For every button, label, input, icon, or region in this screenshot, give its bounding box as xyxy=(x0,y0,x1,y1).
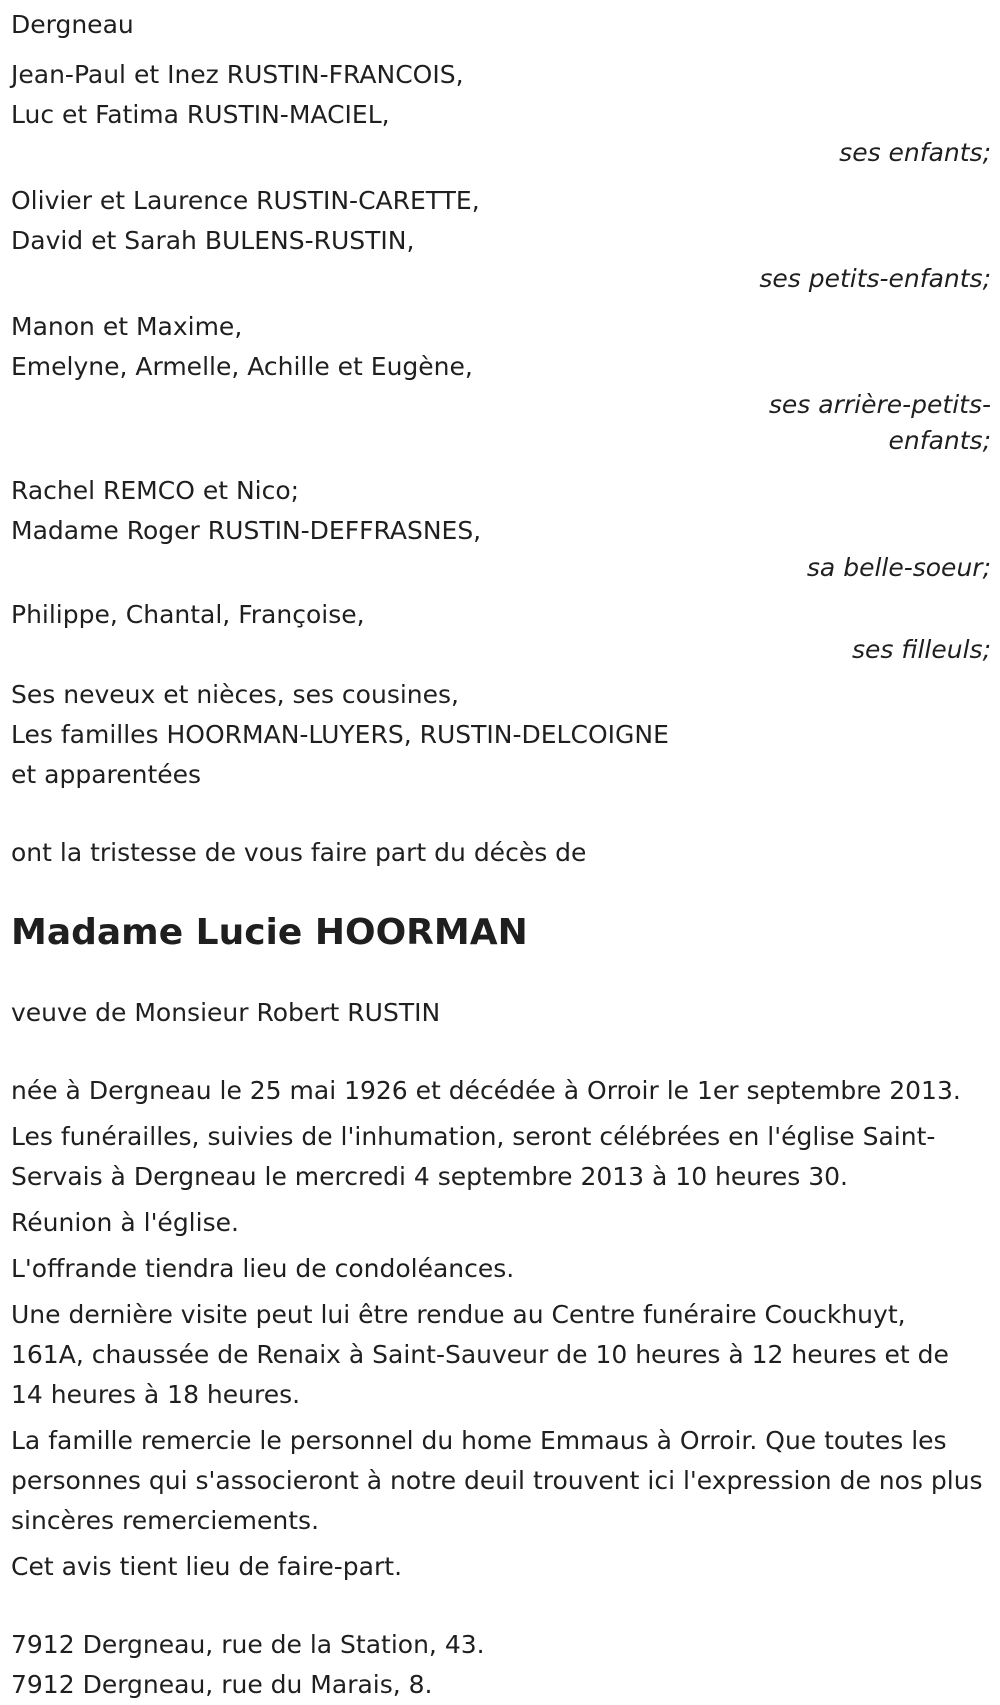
family-line: Philippe, Chantal, Françoise, xyxy=(11,600,365,629)
family-line: Rachel REMCO et Nico; xyxy=(11,476,300,505)
offering-paragraph: L'offrande tiendra lieu de condoléances. xyxy=(11,1254,515,1283)
great-grandchildren-block xyxy=(11,307,991,459)
family-line: David et Sarah BULENS-RUSTIN, xyxy=(11,226,415,255)
visit-paragraph: Une dernière visite peut lui être rendue au Centre funéraire Couckhuyt, 161A, chaussée de Renaix à Saint-Sauveur de 10 heures à 12 heures et de 14 heures à 18 heures. xyxy=(11,1300,949,1409)
family-line: Emelyne, Armelle, Achille et Eugène, xyxy=(11,352,473,381)
relation-label: enfants; xyxy=(888,426,991,455)
village-header: Dergneau xyxy=(11,10,134,39)
grandchildren-block xyxy=(11,181,991,297)
announcement-intro: ont la tristesse de vous faire part du décès de xyxy=(11,838,587,867)
family-line: et apparentées xyxy=(11,760,202,789)
spacer xyxy=(11,297,991,307)
relation-label: ses petits-enfants; xyxy=(759,264,991,293)
family-line: Luc et Fatima RUSTIN-MACIEL, xyxy=(11,100,390,129)
funeral-paragraph: Les funérailles, suivies de l'inhumation, seront célébrées en l'église Saint-Servais à Dergneau le mercredi 4 septembre 2013 à 10 heures 30. xyxy=(11,1122,936,1191)
obituary-notice xyxy=(11,5,991,1705)
godchildren-block xyxy=(11,595,991,665)
deceased-name: Madame Lucie HOORMAN xyxy=(11,912,528,953)
family-line: Manon et Maxime, xyxy=(11,312,243,341)
spacer xyxy=(11,171,991,181)
children-block xyxy=(11,55,991,171)
spacer xyxy=(11,955,991,993)
family-line: Jean-Paul et Inez RUSTIN-FRANCOIS, xyxy=(11,60,464,89)
notice-paragraph: Cet avis tient lieu de faire-part. xyxy=(11,1552,403,1581)
relation-label: ses filleuls; xyxy=(851,635,991,664)
address-line: 7912 Dergneau, rue du Marais, 8. xyxy=(11,1670,433,1699)
addresses-block xyxy=(11,1625,991,1705)
family-line: Les familles HOORMAN-LUYERS, RUSTIN-DELCOIGNE xyxy=(11,720,669,749)
spacer xyxy=(11,1587,991,1625)
meeting-paragraph: Réunion à l'église. xyxy=(11,1208,239,1237)
sister-in-law-block xyxy=(11,471,991,585)
extended-family-block xyxy=(11,675,991,795)
spacer xyxy=(11,45,991,55)
relation-label: ses enfants; xyxy=(839,138,991,167)
family-line: Ses neveux et nièces, ses cousines, xyxy=(11,680,459,709)
address-line: 7912 Dergneau, rue de la Station, 43. xyxy=(11,1630,485,1659)
spacer xyxy=(11,585,991,595)
family-line: Madame Roger RUSTIN-DEFFRASNES, xyxy=(11,516,482,545)
birth-death-paragraph: née à Dergneau le 25 mai 1926 et décédée à Orroir le 1er septembre 2013. xyxy=(11,1076,961,1105)
family-line: Olivier et Laurence RUSTIN-CARETTE, xyxy=(11,186,480,215)
spacer xyxy=(11,1033,991,1071)
relation-label: ses arrière-petits- xyxy=(768,390,991,419)
relation-label: sa belle-soeur; xyxy=(806,553,991,582)
spacer xyxy=(11,873,991,911)
spacer xyxy=(11,665,991,675)
spacer xyxy=(11,795,991,833)
widow-of: veuve de Monsieur Robert RUSTIN xyxy=(11,998,441,1027)
thanks-paragraph: La famille remercie le personnel du home Emmaus à Orroir. Que toutes les personnes qui s'associeront à notre deuil trouvent ici l'expression de nos plus sincères remerciements. xyxy=(11,1426,983,1535)
